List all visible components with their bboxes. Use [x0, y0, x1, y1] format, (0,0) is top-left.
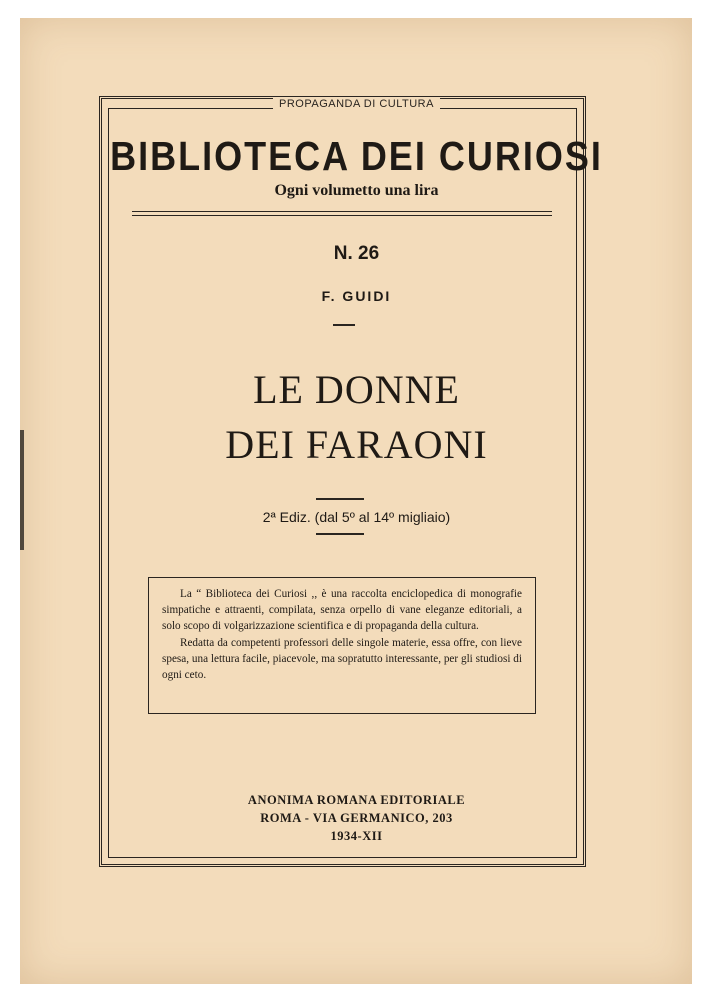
series-subtitle: Ogni volumetto una lira — [274, 182, 439, 199]
author-name: F. GUIDI — [321, 288, 392, 304]
publisher-address: ROMA - VIA GERMANICO, 203 — [260, 811, 453, 825]
tagline: PROPAGANDA DI CULTURA — [273, 98, 440, 110]
tagline-container — [0, 94, 713, 112]
book-title — [0, 362, 713, 472]
book-title-line-2: DEI FARAONI — [225, 422, 488, 467]
description-paragraph-2: Redatta da competenti professori delle singole materie, essa offre, con lieve spesa, una lettura facile, piacevole, ma sopratutto interessante, per gli studiosi di ogni ceto. — [162, 636, 522, 682]
volume-number: N. 26 — [333, 243, 380, 264]
series-title: BIBLIOTECA DEI CURIOSI — [110, 133, 603, 179]
double-rule-divider — [132, 211, 552, 216]
publisher-block — [0, 791, 713, 845]
edition-rule-bottom — [316, 533, 364, 535]
description-box — [148, 577, 536, 714]
short-divider — [333, 324, 355, 326]
publication-year: 1934-XII — [330, 829, 383, 843]
edition-info: 2ª Ediz. (dal 5º al 14º migliaio) — [262, 509, 451, 525]
book-title-line-1: LE DONNE — [253, 367, 460, 412]
inner-border-frame — [108, 108, 577, 858]
edition-rule-top — [316, 498, 364, 500]
description-paragraph-1: La “ Biblioteca dei Curiosi ,, è una raccolta enciclopedica di monografie simpatiche e attraenti, compilata, senza orpello di vane eleganze editoriali, a solo scopo di volgarizzazione scientifica e di propaganda della cultura. — [162, 588, 522, 633]
publisher-name: ANONIMA ROMANA EDITORIALE — [247, 793, 466, 807]
